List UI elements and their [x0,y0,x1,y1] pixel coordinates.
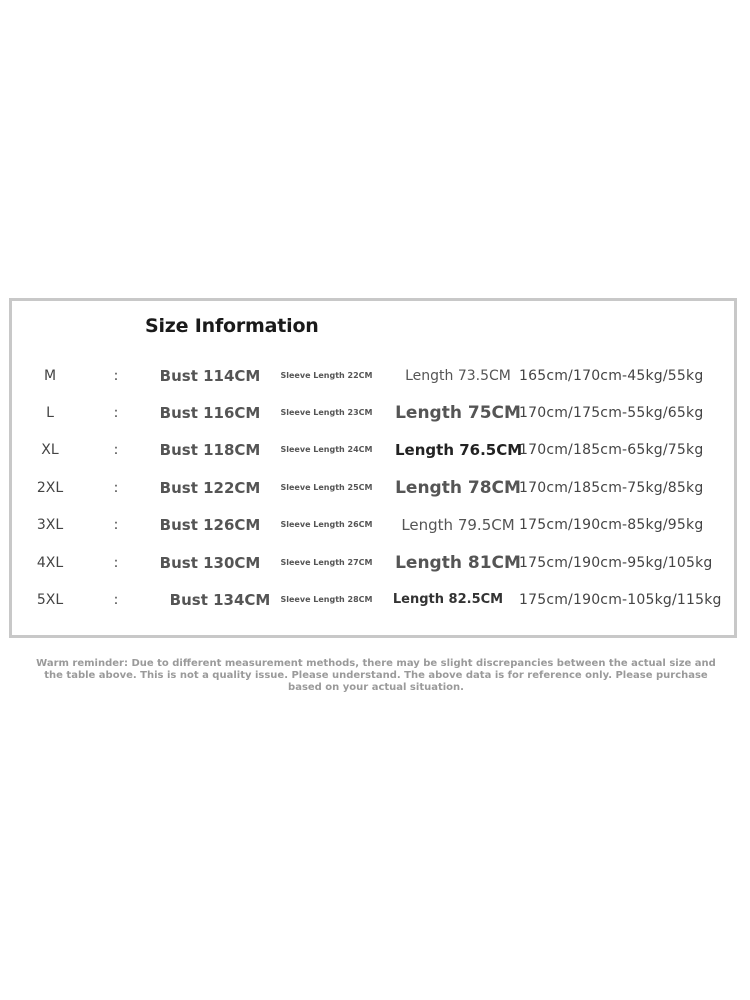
sleeve-length-value: Sleeve Length 25CM [280,483,373,492]
size-row-3xl [12,510,734,540]
size-row-m [12,361,734,391]
height-weight-range: 170cm/185cm-65kg/75kg [519,442,704,458]
size-row-5xl [12,585,734,615]
bust-value: Bust 134CM [169,591,271,609]
height-weight-range: 175cm/190cm-105kg/115kg [519,592,722,608]
bust-value: Bust 114CM [159,367,261,385]
size-chart-card [9,298,737,638]
size-label: 3XL [36,517,64,533]
size-row-2xl [12,473,734,503]
sleeve-length-value: Sleeve Length 28CM [280,595,373,604]
height-weight-range: 175cm/190cm-85kg/95kg [519,517,704,533]
warm-reminder-note: Warm reminder: Due to different measurement methods, there may be slight discrepancies between the actual size and the table above. This is not a quality issue. Please understand. The above data is for reference only. Please purchase based on your actual situation. [36,658,716,693]
length-value: Length 78CM [395,478,521,498]
sleeve-length-value: Sleeve Length 26CM [280,520,373,529]
length-value: Length 82.5CM [392,592,504,607]
size-separator: : [113,368,119,384]
sleeve-length-value: Sleeve Length 24CM [280,445,373,454]
size-label: 2XL [36,480,64,496]
size-row-xl [12,435,734,465]
size-label: L [46,405,54,421]
bust-value: Bust 118CM [159,441,261,459]
size-separator: : [113,517,119,533]
bust-value: Bust 130CM [159,554,261,572]
height-weight-range: 170cm/185cm-75kg/85kg [519,480,704,496]
height-weight-range: 165cm/170cm-45kg/55kg [519,368,704,384]
length-value: Length 75CM [395,403,521,423]
size-separator: : [113,555,119,571]
size-separator: : [113,442,119,458]
length-value: Length 79.5CM [401,516,515,534]
size-separator: : [113,405,119,421]
size-separator: : [113,592,119,608]
length-value: Length 76.5CM [395,441,523,459]
size-label: 4XL [36,555,64,571]
size-chart-title: Size Information [145,315,319,337]
size-row-4xl [12,548,734,578]
size-label: M [43,368,57,384]
length-value: Length 73.5CM [405,368,511,384]
size-label: 5XL [36,592,64,608]
sleeve-length-value: Sleeve Length 23CM [280,408,373,417]
sleeve-length-value: Sleeve Length 27CM [280,558,373,567]
bust-value: Bust 116CM [159,404,261,422]
sleeve-length-value: Sleeve Length 22CM [280,371,373,380]
length-value: Length 81CM [395,553,521,573]
height-weight-range: 175cm/190cm-95kg/105kg [519,555,713,571]
bust-value: Bust 122CM [159,479,261,497]
bust-value: Bust 126CM [159,516,261,534]
size-separator: : [113,480,119,496]
height-weight-range: 170cm/175cm-55kg/65kg [519,405,704,421]
size-row-l [12,398,734,428]
size-label: XL [41,442,59,458]
